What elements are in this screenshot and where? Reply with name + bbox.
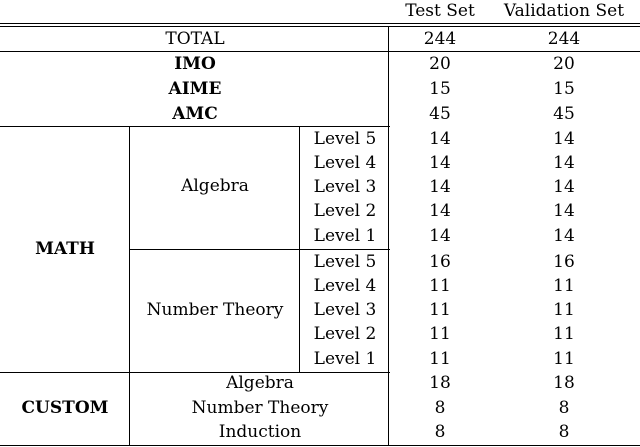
math-subject-label: Number Theory [146,300,284,321]
math-level-validation: 11 [553,275,575,296]
top-rule [0,23,640,24]
math-level-test: 14 [429,128,451,149]
math-level-label: Level 2 [313,324,377,345]
math-level-validation: 11 [553,348,575,369]
math-level-validation: 14 [553,152,575,173]
custom-topic-label: Number Theory [191,397,329,418]
custom-group-label: CUSTOM [21,397,109,418]
math-level-label: Level 3 [313,300,377,320]
math-level-validation: 14 [553,225,575,246]
math-level-test: 16 [429,251,451,272]
math-level-label: Level 1 [313,348,377,369]
math-level-validation: 14 [553,177,575,197]
math-level-label: Level 5 [313,128,377,149]
total-test: 244 [423,28,457,49]
math-level-test: 14 [429,177,451,197]
custom-topic-test: 8 [434,397,446,418]
math-level-validation: 11 [553,300,575,320]
math-level-validation: 14 [553,128,575,149]
competition-label: IMO [174,54,216,74]
math-level-validation: 14 [553,201,575,222]
total-validation: 244 [547,28,581,49]
math-level-label: Level 3 [313,177,377,197]
header-test-set: Test Set [405,1,475,21]
total-label: TOTAL [165,28,225,49]
custom-topic-validation: 8 [558,422,570,442]
math-level-label: Level 2 [313,201,377,222]
math-level-validation: 11 [553,324,575,345]
competition-validation: 45 [553,103,575,124]
competition-test: 45 [429,103,451,124]
math-level-test: 11 [429,275,451,296]
header-validation-set: Validation Set [503,1,625,21]
math-level-test: 11 [429,348,451,369]
custom-topic-validation: 18 [553,373,575,393]
custom-topic-label: Algebra [226,373,294,393]
competition-test: 15 [429,78,451,99]
custom-topic-validation: 8 [558,397,570,418]
math-level-test: 14 [429,152,451,173]
math-group-label: MATH [35,238,95,259]
math-level-label: Level 5 [313,251,377,272]
math-level-test: 11 [429,324,451,345]
math-subject-label: Algebra [181,176,249,197]
competition-label: AMC [172,103,218,124]
math-level-label: Level 4 [313,152,377,173]
math-level-label: Level 1 [313,225,377,246]
competition-validation: 20 [553,54,575,74]
custom-topic-test: 8 [434,422,446,442]
bottom-rule [0,445,640,446]
math-level-label: Level 4 [313,275,377,296]
custom-topic-test: 18 [429,373,451,393]
math-level-test: 11 [429,300,451,320]
competition-test: 20 [429,54,451,74]
competition-validation: 15 [553,78,575,99]
math-level-test: 14 [429,225,451,246]
math-level-validation: 16 [553,251,575,272]
math-level-test: 14 [429,201,451,222]
custom-topic-label: Induction [218,422,302,442]
competition-label: AIME [168,78,222,99]
